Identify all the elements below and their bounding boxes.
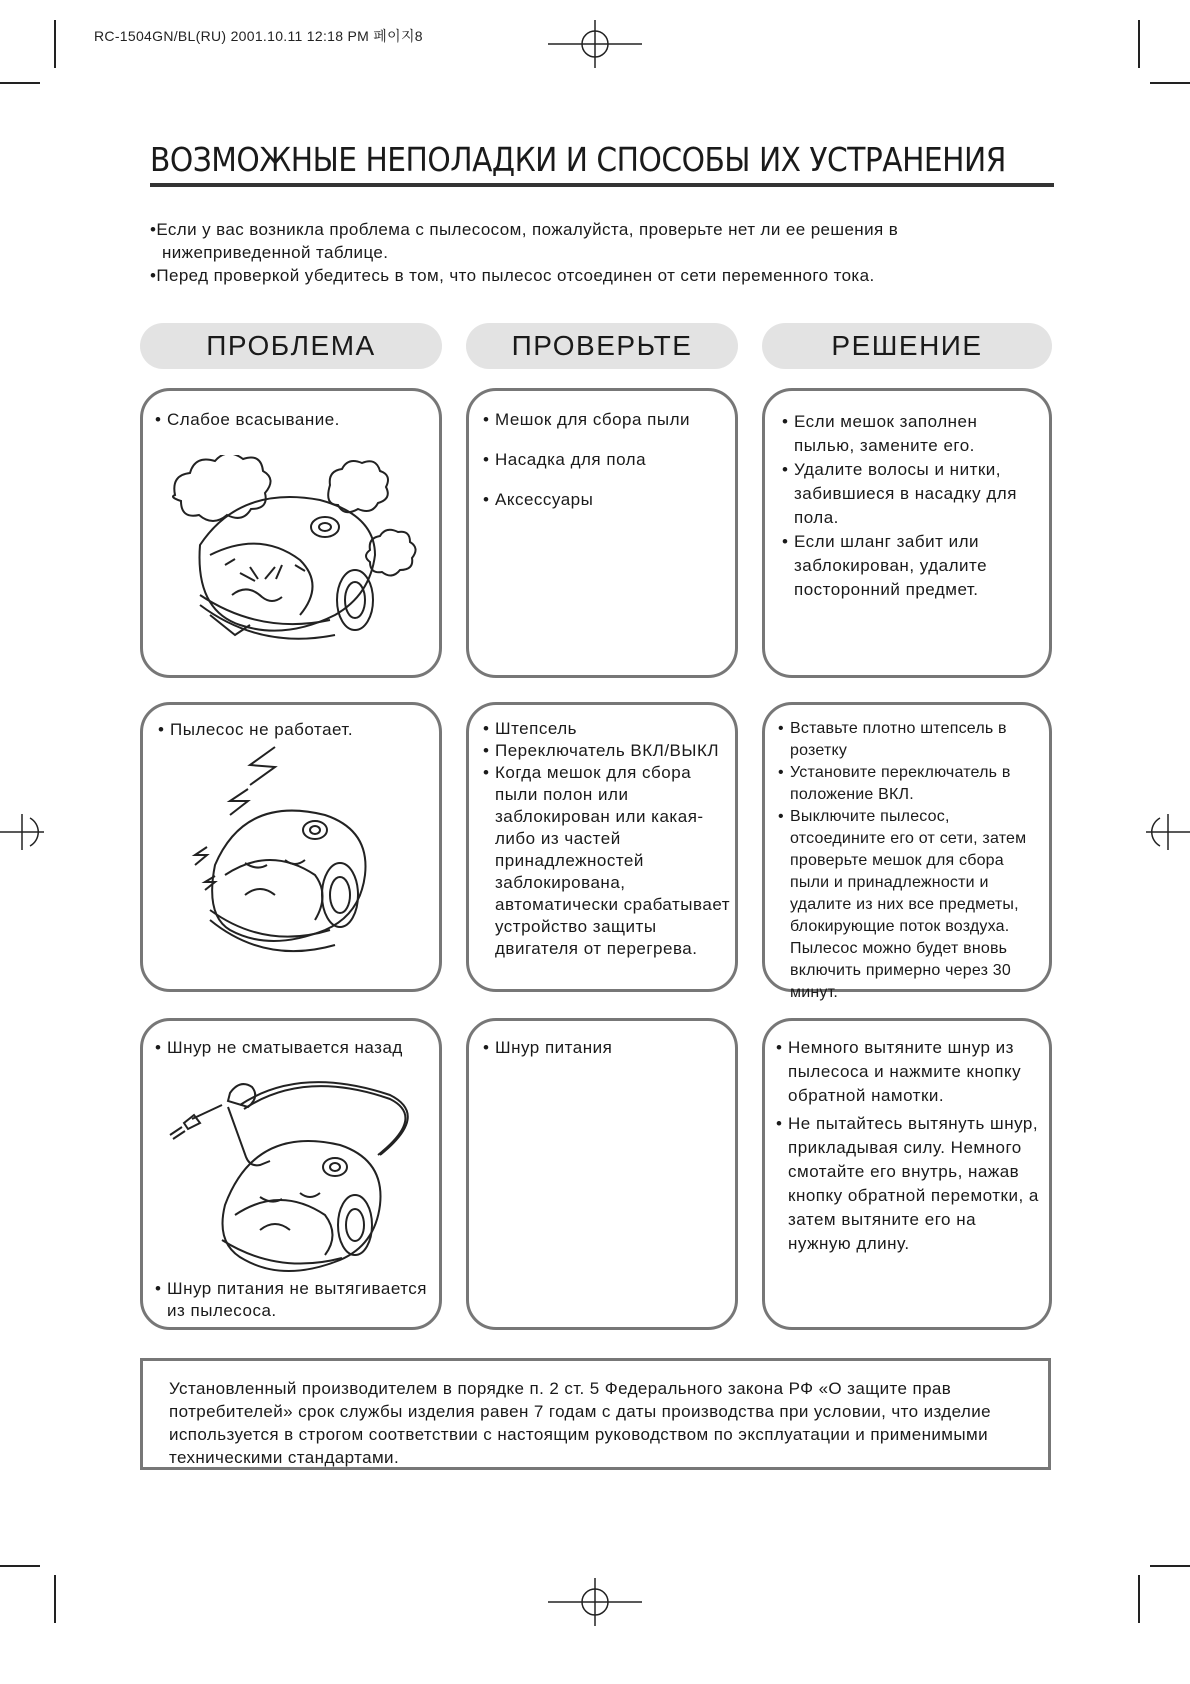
crop-mark <box>0 82 40 84</box>
list-item: • Переключатель ВКЛ/ВЫКЛ <box>483 740 731 762</box>
intro-notes <box>150 218 1030 287</box>
header-solution: РЕШЕНИЕ <box>762 323 1052 369</box>
solution-list <box>776 1036 1044 1256</box>
list-item: • Мешок для сбора пыли <box>483 408 723 432</box>
problem-text <box>158 718 438 742</box>
intro-line: нижеприведенной таблице. <box>162 243 389 262</box>
service-life-notice: Установленный производителем в порядке п. 2 ст. 5 Федерального закона РФ «О защите прав потребителей» срок службы изделия равен 7 годам с даты производства при условии, что изделие используется в строгом соответствии с настоящим руководством по эксплуатации и применимыми техническими стандартами. <box>140 1358 1051 1470</box>
list-item: • Вставьте плотно штепсель в розетку <box>778 718 1044 762</box>
list-item: • Шнур не сматывается назад <box>155 1036 425 1060</box>
list-item: • Шнур питания <box>483 1036 723 1060</box>
crop-mark <box>54 20 56 68</box>
crop-mark <box>0 1565 40 1567</box>
list-item: • Насадка для пола <box>483 448 723 472</box>
title-divider <box>150 183 1054 187</box>
crop-mark <box>54 1575 56 1623</box>
list-item: • Немного вытяните шнур из пылесоса и нажмите кнопку обратной намотки. <box>776 1036 1044 1108</box>
check-list <box>483 408 723 528</box>
page-title: ВОЗМОЖНЫЕ НЕПОЛАДКИ И СПОСОБЫ ИХ УСТРАНЕНИЯ <box>150 140 1006 179</box>
list-item: • Пылесос не работает. <box>158 718 438 742</box>
registration-mark-icon <box>0 810 44 854</box>
list-item: • Аксессуары <box>483 488 723 512</box>
list-item: • Шнур питания не вытягивается из пылесоса. <box>155 1278 435 1322</box>
check-cell <box>466 1018 738 1330</box>
registration-mark-icon <box>548 20 642 68</box>
list-item: • Если мешок заполнен пылью, замените его. <box>782 410 1040 458</box>
list-item: • Штепсель <box>483 718 731 740</box>
crop-mark <box>1150 1565 1190 1567</box>
registration-mark-icon <box>1146 810 1190 854</box>
crop-mark <box>1138 1575 1140 1623</box>
crop-mark <box>1138 20 1140 68</box>
list-item: • Удалите волосы и нитки, забившиеся в насадку для пола. <box>782 458 1040 530</box>
crop-mark <box>1150 82 1190 84</box>
list-item: • Слабое всасывание. <box>155 408 435 432</box>
intro-line: •Перед проверкой убедитесь в том, что пылесос отсоединен от сети переменного тока. <box>150 266 875 285</box>
sleeping-vacuum-cleaner-illustration <box>190 745 390 970</box>
solution-list <box>778 718 1044 1004</box>
problem-text-secondary <box>155 1278 435 1322</box>
header-problem: ПРОБЛЕМА <box>140 323 442 369</box>
list-item: • Не пытайтесь вытянуть шнур, прикладывая силу. Немного смотайте его внутрь, нажав кнопку обратной перемотки, а затем вытяните его на нужную длину. <box>776 1112 1044 1256</box>
header-check: ПРОВЕРЬТЕ <box>466 323 738 369</box>
print-header: RC-1504GN/BL(RU) 2001.10.11 12:18 PM 페이지8 <box>94 28 423 44</box>
list-item: • Когда мешок для сбора пыли полон или заблокирован или какая-либо из частей принадлежностей заблокирована, автоматически срабатывает устройство защиты двигателя от перегрева. <box>483 762 731 960</box>
registration-mark-icon <box>548 1578 642 1626</box>
check-list <box>483 718 731 960</box>
list-item: • Установите переключатель в положение ВКЛ. <box>778 762 1044 806</box>
vacuum-cleaner-smoke-illustration <box>170 455 420 660</box>
problem-text <box>155 408 435 432</box>
list-item: • Выключите пылесос, отсоедините его от сети, затем проверьте мешок для сбора пыли и принадлежности и удалите из них все предметы, блокирующие поток воздуха. Пылесос можно будет вновь включить примерно через 30 минут. <box>778 806 1044 1004</box>
check-list <box>483 1036 723 1060</box>
solution-list <box>782 410 1040 602</box>
intro-line: •Если у вас возникла проблема с пылесосом, пожалуйста, проверьте нет ли ее решения в <box>150 220 899 239</box>
list-item: • Если шланг забит или заблокирован, удалите посторонний предмет. <box>782 530 1040 602</box>
problem-text <box>155 1036 425 1060</box>
vacuum-cleaner-cord-illustration <box>160 1065 420 1275</box>
